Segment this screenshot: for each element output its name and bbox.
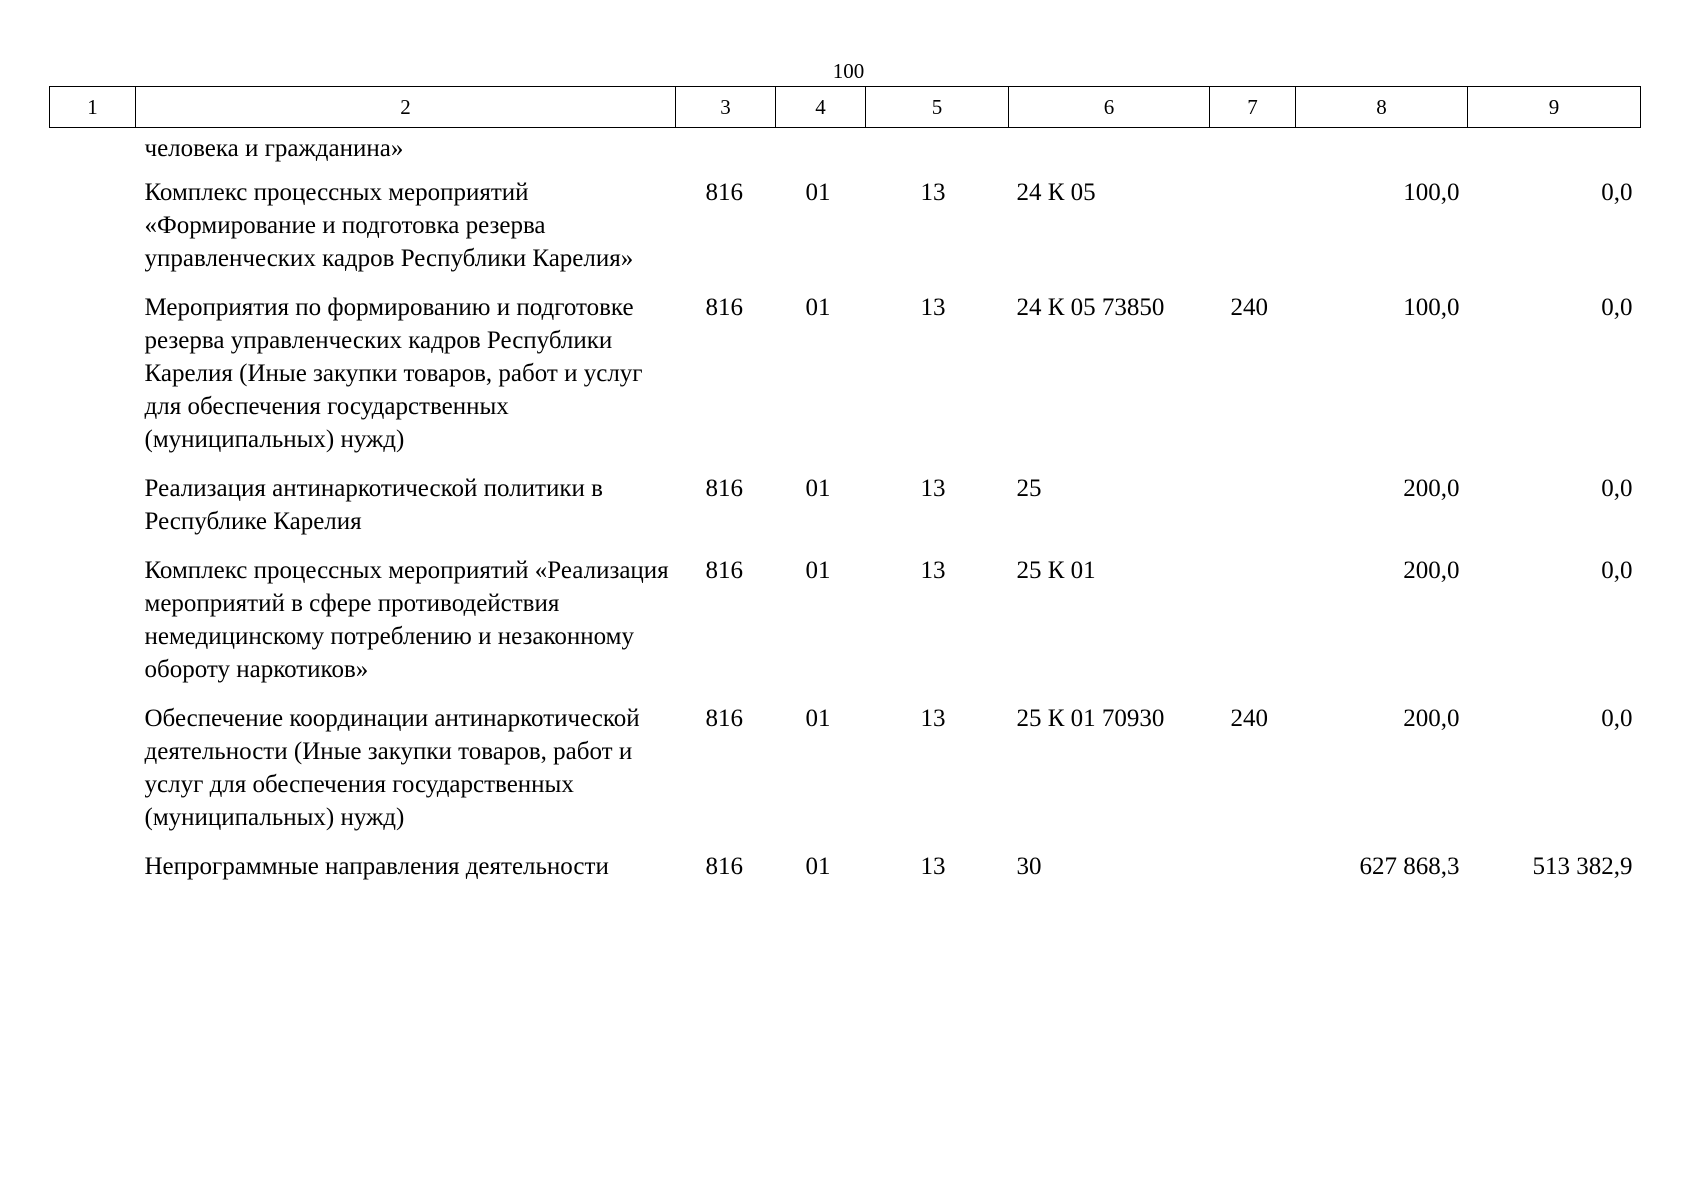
row-razdel: 01 <box>805 853 831 880</box>
header-col-2: 2 <box>136 87 676 128</box>
row-sum-1: 200,0 <box>1403 705 1460 732</box>
row-sum-1: 627 868,3 <box>1359 853 1460 880</box>
row-name: Реализация антинаркотической политики в Республике Карелия <box>144 475 603 535</box>
table-row <box>50 850 1641 899</box>
row-index-cell <box>50 176 136 291</box>
row-sum-2 <box>1468 128 1641 177</box>
row-name: человека и гражданина» <box>144 135 404 162</box>
table-row <box>50 702 1641 850</box>
budget-table <box>49 86 1641 899</box>
row-index-cell <box>50 554 136 702</box>
row-sum-1 <box>1296 128 1468 177</box>
row-name: Непрограммные направления деятельности <box>144 853 609 880</box>
header-col-3: 3 <box>676 87 776 128</box>
row-sum-1: 100,0 <box>1403 179 1460 206</box>
header-col-4: 4 <box>776 87 866 128</box>
row-name: Мероприятия по формированию и подготовке резерва управленческих кадров Республики Карелия (Иные закупки товаров, работ и услуг для обеспечения государственных (муниципальных) нужд) <box>144 294 643 453</box>
table-row <box>50 128 1641 177</box>
row-csr: 25 <box>1016 475 1042 502</box>
row-vr: 240 <box>1230 705 1268 732</box>
header-col-9: 9 <box>1468 87 1641 128</box>
table-row <box>50 472 1641 554</box>
row-vr <box>1210 176 1296 291</box>
row-podrazdel: 13 <box>920 853 946 880</box>
row-csr: 25 К 01 70930 <box>1016 705 1165 732</box>
row-csr: 24 К 05 73850 <box>1016 294 1165 321</box>
table-header <box>50 87 1641 128</box>
row-podrazdel <box>866 128 1009 177</box>
table-row <box>50 291 1641 472</box>
table-row <box>50 554 1641 702</box>
row-csr: 25 К 01 <box>1016 557 1096 584</box>
row-index-cell <box>50 702 136 850</box>
row-razdel <box>776 128 866 177</box>
header-col-5: 5 <box>866 87 1009 128</box>
row-vr: 240 <box>1230 294 1268 321</box>
table-body <box>50 128 1641 900</box>
header-col-1: 1 <box>50 87 136 128</box>
row-podrazdel: 13 <box>920 179 946 206</box>
row-name: Комплекс процессных мероприятий «Реализация мероприятий в сфере противодействия немедицинскому потреблению и незаконному обороту наркотиков» <box>144 557 669 683</box>
row-vr <box>1210 850 1296 899</box>
table-row <box>50 176 1641 291</box>
row-index-cell <box>50 472 136 554</box>
row-razdel: 01 <box>805 557 831 584</box>
row-ved: 816 <box>705 179 743 206</box>
row-podrazdel: 13 <box>920 294 946 321</box>
row-index-cell <box>50 291 136 472</box>
row-name: Комплекс процессных мероприятий «Формирование и подготовка резерва управленческих кадров Республики Карелия» <box>144 179 634 272</box>
row-vr <box>1210 472 1296 554</box>
header-col-6: 6 <box>1009 87 1210 128</box>
row-razdel: 01 <box>805 294 831 321</box>
row-csr: 24 К 05 <box>1016 179 1096 206</box>
row-sum-2: 0,0 <box>1601 294 1633 321</box>
row-sum-2: 0,0 <box>1601 557 1633 584</box>
row-podrazdel: 13 <box>920 475 946 502</box>
header-row <box>50 87 1641 128</box>
row-index-cell <box>50 128 136 177</box>
row-razdel: 01 <box>805 179 831 206</box>
header-col-8: 8 <box>1296 87 1468 128</box>
row-ved: 816 <box>705 475 743 502</box>
row-podrazdel: 13 <box>920 557 946 584</box>
row-vr <box>1210 128 1296 177</box>
row-sum-2: 0,0 <box>1601 179 1633 206</box>
row-sum-2: 0,0 <box>1601 475 1633 502</box>
row-razdel: 01 <box>805 705 831 732</box>
row-sum-1: 100,0 <box>1403 294 1460 321</box>
row-ved: 816 <box>705 705 743 732</box>
row-ved: 816 <box>705 853 743 880</box>
page-number: 100 <box>832 59 865 83</box>
row-razdel: 01 <box>805 475 831 502</box>
row-name: Обеспечение координации антинаркотической деятельности (Иные закупки товаров, работ и услуг для обеспечения государственных (муниципальных) нужд) <box>144 705 640 831</box>
row-ved: 816 <box>705 557 743 584</box>
row-ved <box>676 128 776 177</box>
row-csr: 30 <box>1016 853 1042 880</box>
header-col-7: 7 <box>1210 87 1296 128</box>
row-sum-2: 513 382,9 <box>1532 853 1633 880</box>
row-csr <box>1009 128 1210 177</box>
row-podrazdel: 13 <box>920 705 946 732</box>
row-ved: 816 <box>705 294 743 321</box>
row-index-cell <box>50 850 136 899</box>
row-sum-1: 200,0 <box>1403 557 1460 584</box>
row-sum-2: 0,0 <box>1601 705 1633 732</box>
row-sum-1: 200,0 <box>1403 475 1460 502</box>
row-vr <box>1210 554 1296 702</box>
